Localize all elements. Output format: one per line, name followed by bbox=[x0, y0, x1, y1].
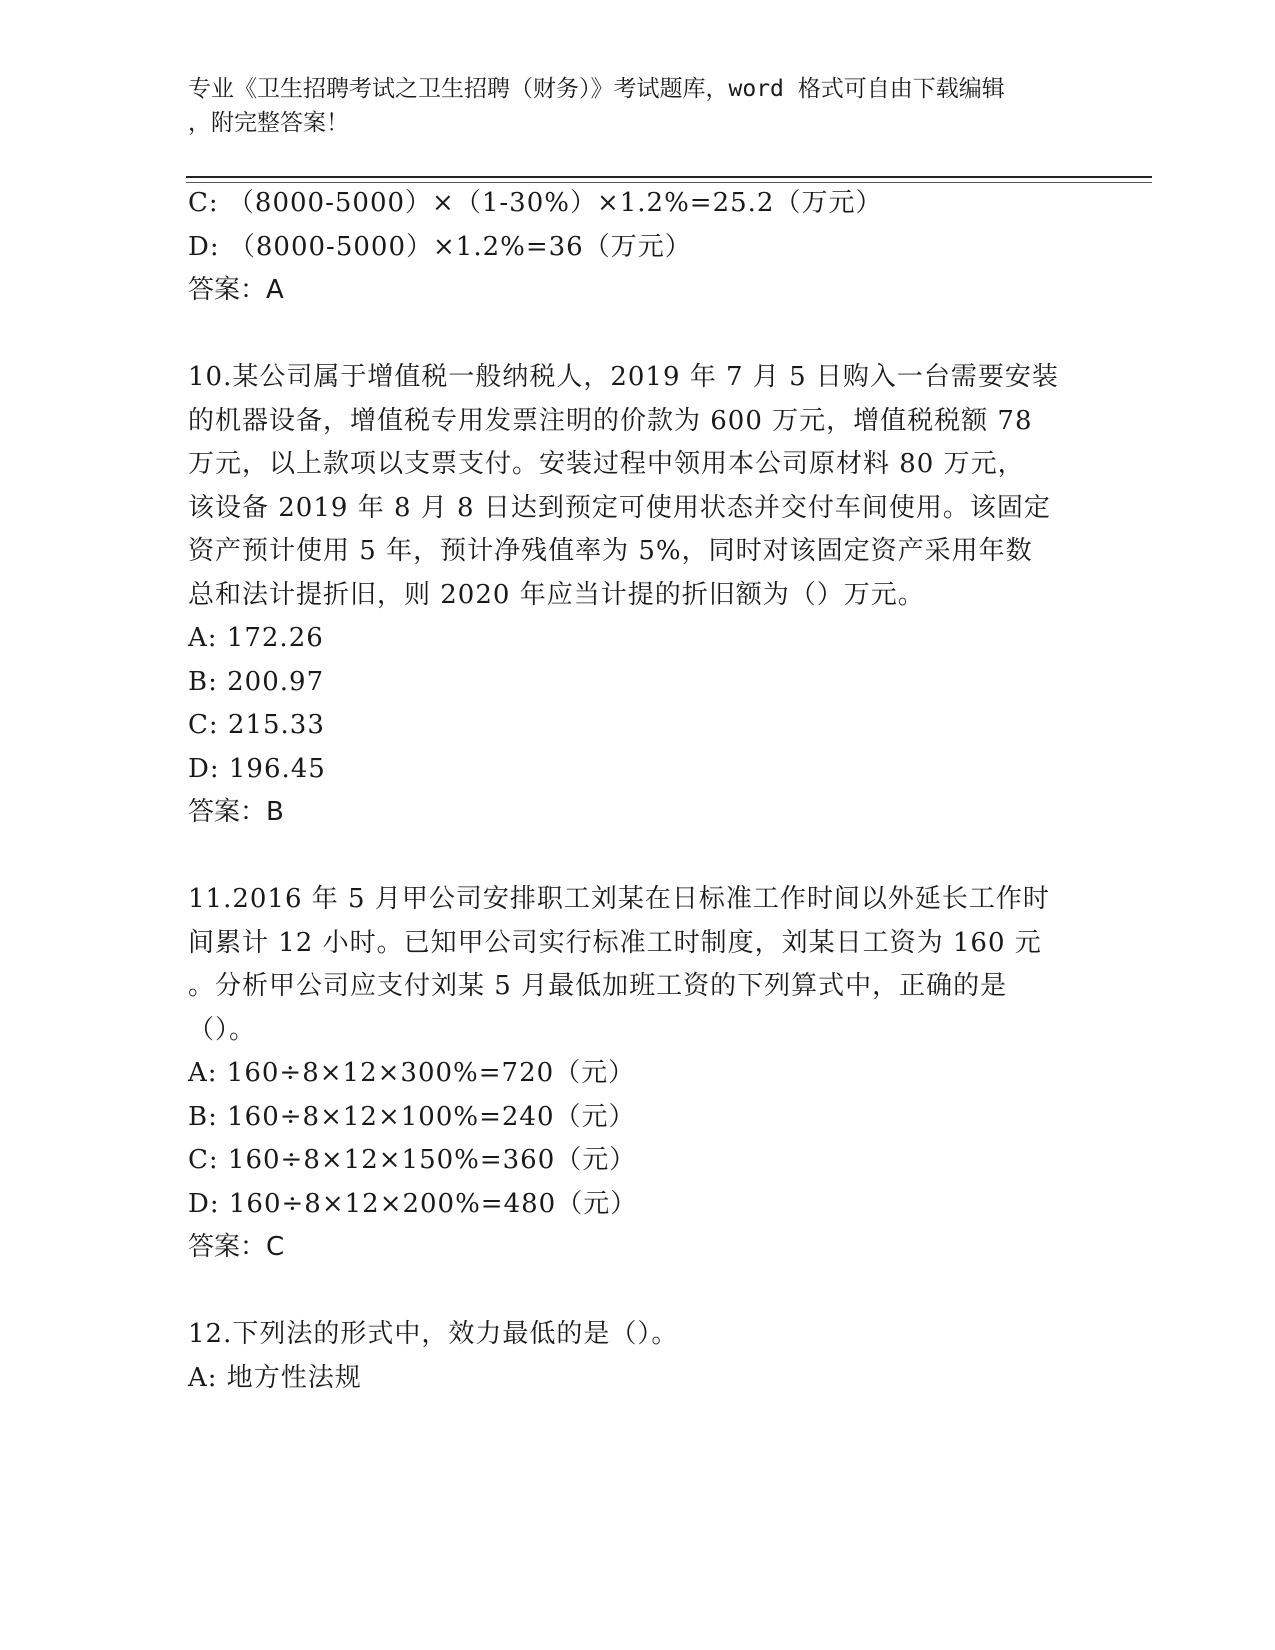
q11-option-d: D: 160÷8×12×200%=480（元） bbox=[188, 1189, 638, 1219]
prev-option-d: D: （8000-5000）×1.2%=36（万元） bbox=[188, 232, 692, 262]
q11-answer: 答案：C bbox=[188, 1232, 285, 1262]
q11-stem-line-2: 间累计 12 小时。已知甲公司实行标准工时制度，刘某日工资为 160 元 bbox=[188, 928, 1042, 958]
q11-stem-line-1: 11.2016 年 5 月甲公司安排职工刘某在日标准工作时间以外延长工作时 bbox=[188, 884, 1050, 914]
q10-option-d: D: 196.45 bbox=[188, 754, 326, 784]
header-line-2: ，附完整答案！ bbox=[188, 110, 349, 136]
q10-answer: 答案：B bbox=[188, 797, 284, 827]
header-divider-thin bbox=[186, 182, 1152, 183]
q11-option-c: C: 160÷8×12×150%=360（元） bbox=[188, 1145, 637, 1175]
header-line-1: 专业《卫生招聘考试之卫生招聘（财务）》考试题库，word 格式可自由下载编辑 bbox=[188, 76, 1005, 102]
q11-stem-line-3: 。分析甲公司应支付刘某 5 月最低加班工资的下列算式中，正确的是 bbox=[188, 971, 1008, 1001]
q11-option-a: A: 160÷8×12×300%=720（元） bbox=[188, 1058, 636, 1088]
q10-option-a: A: 172.26 bbox=[188, 623, 324, 653]
q10-option-c: C: 215.33 bbox=[188, 710, 325, 740]
q12-option-a: A: 地方性法规 bbox=[188, 1363, 362, 1393]
q10-stem-line-3: 万元，以上款项以支票支付。安装过程中领用本公司原材料 80 万元， bbox=[188, 449, 1025, 479]
q10-stem-line-6: 总和法计提折旧，则 2020 年应当计提的折旧额为（）万元。 bbox=[188, 580, 925, 610]
q10-stem-line-1: 10.某公司属于增值税一般纳税人，2019 年 7 月 5 日购入一台需要安装 bbox=[188, 362, 1059, 392]
prev-option-c: C: （8000-5000）×（1-30%）×1.2%=25.2（万元） bbox=[188, 188, 883, 218]
document-header bbox=[188, 72, 1068, 140]
q10-stem-line-2: 的机器设备，增值税专用发票注明的价款为 600 万元，增值税税额 78 bbox=[188, 406, 1033, 436]
header-divider-thick bbox=[186, 176, 1152, 178]
q12-stem-line-1: 12.下列法的形式中，效力最低的是（）。 bbox=[188, 1319, 679, 1349]
q10-option-b: B: 200.97 bbox=[188, 667, 325, 697]
q11-stem-line-4: （）。 bbox=[188, 1015, 257, 1045]
q10-stem-line-5: 资产预计使用 5 年，预计净残值率为 5%，同时对该固定资产采用年数 bbox=[188, 536, 1033, 566]
q10-stem-line-4: 该设备 2019 年 8 月 8 日达到预定可使用状态并交付车间使用。该固定 bbox=[188, 493, 1051, 523]
prev-answer: 答案：A bbox=[188, 275, 284, 305]
q11-option-b: B: 160÷8×12×100%=240（元） bbox=[188, 1102, 636, 1132]
